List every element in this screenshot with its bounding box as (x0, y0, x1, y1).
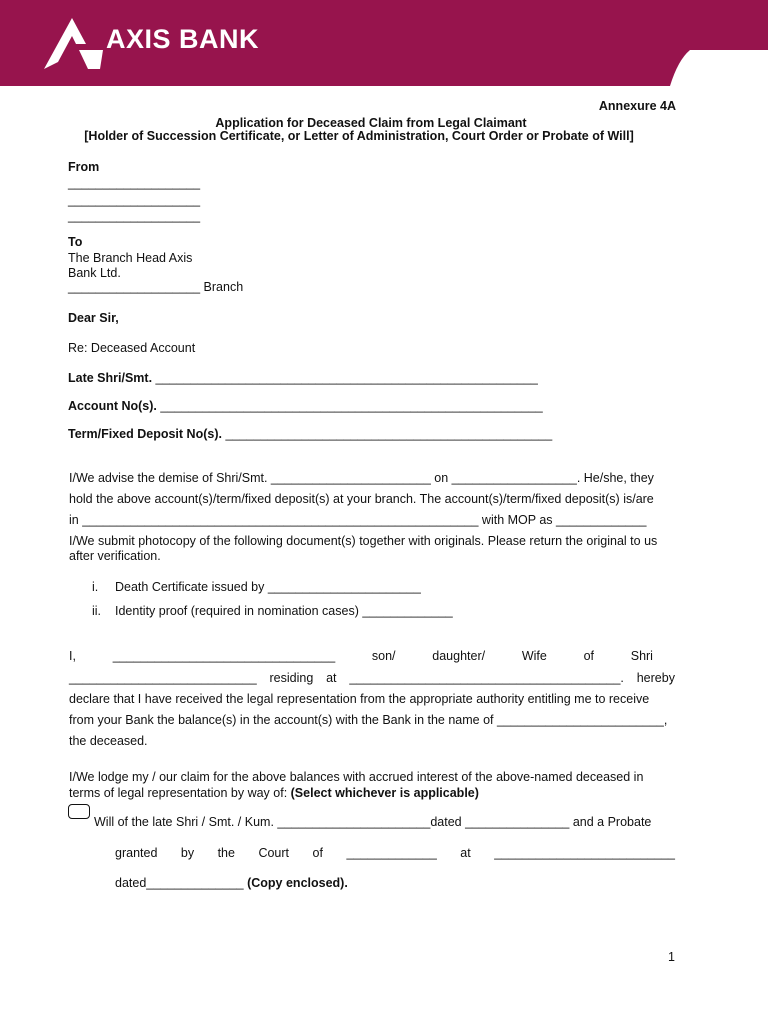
will-word: by (180, 846, 195, 860)
page-number: 1 (668, 950, 675, 964)
to-line-1: The Branch Head Axis (68, 251, 193, 265)
relation-name-field[interactable]: ___________________________ (69, 671, 257, 685)
will-word: at (460, 846, 471, 860)
re-subject: Re: Deceased Account (68, 341, 196, 355)
submit-line-2: after verification. (69, 549, 161, 563)
court-field[interactable]: _____________ (346, 846, 437, 860)
will-word: of (312, 846, 323, 860)
declare-word: I, (69, 649, 76, 663)
court-location-field[interactable]: __________________________ (494, 846, 675, 860)
declare-word: son/ (371, 649, 396, 663)
will-word: Court (258, 846, 290, 860)
form-subtitle: [Holder of Succession Certificate, or Letter of Administration, Court Order or Probate of Will] (84, 129, 634, 143)
late-label: Late Shri/Smt. (68, 371, 153, 385)
residence-field[interactable]: _______________________________________. (349, 671, 624, 685)
death-certificate-field[interactable]: Death Certificate issued by ______________________ (115, 580, 421, 594)
late-name-field[interactable]: _______________________________________________________ (155, 371, 538, 385)
document-item-1 (92, 580, 421, 594)
declare-word: residing (269, 671, 314, 685)
declare-line-5: the deceased. (69, 734, 148, 748)
from-label: From (68, 160, 100, 174)
will-probate-checkbox[interactable] (68, 804, 90, 819)
term-deposit-field[interactable]: _______________________________________________ (225, 427, 553, 441)
claimant-name-field[interactable]: ________________________________ (112, 649, 336, 663)
will-line-3 (115, 876, 348, 890)
document-item-number: i. (92, 580, 99, 594)
term-deposit-row (68, 427, 552, 441)
declare-row-2 (69, 671, 675, 685)
account-row (68, 399, 543, 413)
branch-field[interactable]: ___________________ Branch (68, 280, 244, 294)
copy-enclosed-note: (Copy enclosed). (247, 876, 348, 890)
declare-row-1 (69, 649, 653, 663)
lodge-line-2-text: terms of legal representation by way of: (69, 786, 291, 800)
advise-line-2: hold the above account(s)/term/fixed deposit(s) at your branch. The account(s)/term/fixed deposit(s) is/are (69, 492, 654, 506)
declare-word: Wife (521, 649, 547, 663)
brand-name: AXIS BANK (106, 24, 260, 54)
will-row-2 (115, 846, 675, 860)
declare-word: at (326, 671, 337, 685)
declare-word: daughter/ (432, 649, 486, 663)
probate-date-field[interactable]: dated______________ (115, 876, 248, 890)
account-label: Account No(s). (68, 399, 157, 413)
term-deposit-label: Term/Fixed Deposit No(s). (68, 427, 222, 441)
form-title: Application for Deceased Claim from Legal Claimant (215, 116, 527, 130)
header-banner (0, 0, 768, 86)
declare-line-3: declare that I have received the legal representation from the appropriate authority entitling me to receive (69, 692, 650, 706)
identity-proof-field[interactable]: Identity proof (required in nomination cases) _____________ (115, 604, 453, 618)
annexure-label: Annexure 4A (598, 99, 676, 113)
will-word: granted (115, 846, 158, 860)
declare-line-4[interactable]: from your Bank the balance(s) in the account(s) with the Bank in the name of ________________________, (69, 713, 668, 727)
from-blank-1[interactable]: ___________________ (68, 176, 201, 190)
from-blank-2[interactable]: ___________________ (68, 193, 201, 207)
declare-word: Shri (630, 649, 653, 663)
will-line-1[interactable]: Will of the late Shri / Smt. / Kum. ______________________dated _______________ and a Probate (94, 815, 652, 829)
late-name-row (68, 371, 538, 385)
from-blank-3[interactable]: ___________________ (68, 209, 201, 223)
declare-word: of (583, 649, 594, 663)
will-word: the (217, 846, 235, 860)
salutation: Dear Sir, (68, 311, 119, 325)
advise-line-1[interactable]: I/We advise the demise of Shri/Smt. _______________________ on __________________. He/she, they (69, 471, 654, 485)
to-line-2: Bank Ltd. (68, 266, 121, 280)
document-item-number: ii. (92, 604, 102, 618)
document-item-2 (92, 604, 453, 618)
declare-word: hereby (636, 671, 675, 685)
lodge-line-1: I/We lodge my / our claim for the above balances with accrued interest of the above-named deceased in (69, 770, 644, 784)
submit-line-1: I/We submit photocopy of the following document(s) together with originals. Please return the original to us (69, 534, 658, 548)
account-number-field[interactable]: _______________________________________________________ (160, 399, 543, 413)
select-instruction: (Select whichever is applicable) (290, 786, 479, 800)
lodge-line-2 (69, 786, 479, 800)
advise-line-3[interactable]: in _________________________________________________________ with MOP as _____________ (69, 513, 647, 527)
to-label: To (68, 235, 83, 249)
